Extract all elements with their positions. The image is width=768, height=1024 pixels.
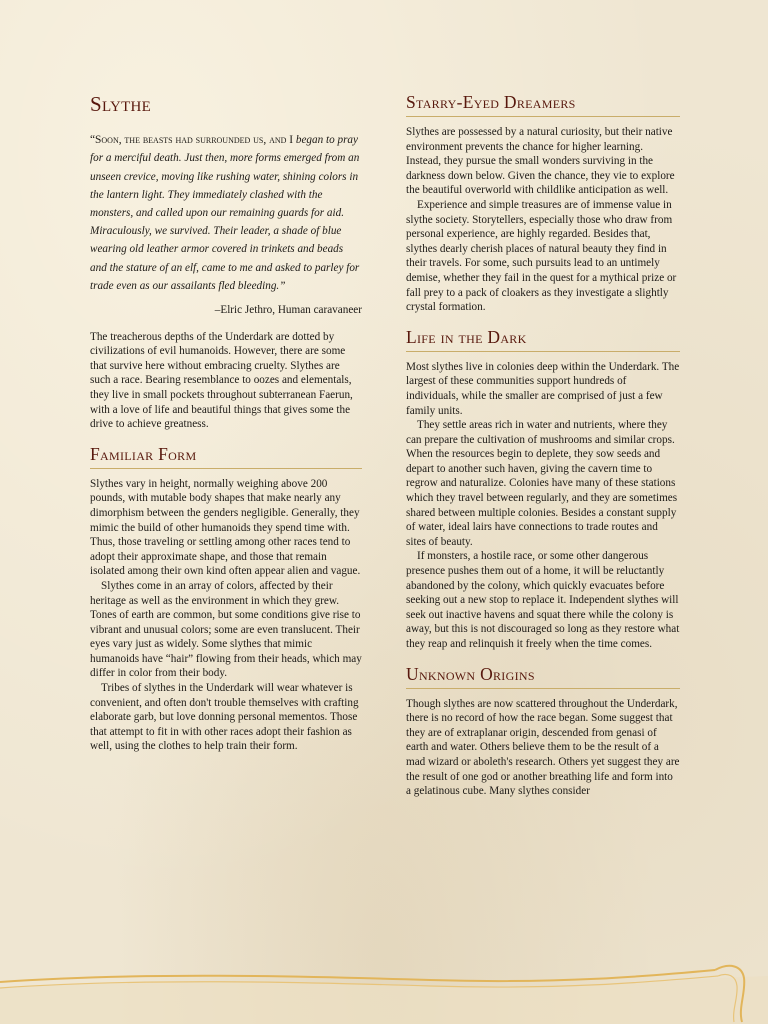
paragraph: Though slythes are now scattered throughout the Underdark, there is no record of how the race began. Some suggest that they are of extraplanar origin, descended from genasi of earth and water. Others believe them to be the result of a mad wizard or aboleth's research. Others yet suggest they are the result of one god or another breathing life and form into a gelatinous cube. Many slythes consider [406,697,680,798]
opening-quote [90,131,362,295]
footer-scroll-ornament [0,958,768,1024]
paragraph: If monsters, a hostile race, or some other dangerous presence pushes them out of a home, it will be reluctantly abandoned by the colony, which quickly evacuates before seeking out a new stop to replace it. Independent slythes will seek out inactive havens and squat there while the colony is away, but this is not discouraged so long as they restore what they reap and relinquish it freely when the time comes. [406,550,680,650]
paragraph: Experience and simple treasures are of immense value in slythe society. Storytellers, especially those who draw from personal experience, are highly regarded. Besides that, slythes dearly cherish places of natural beauty they find in their travels. For some, such pursuits lead to an untimely demise, whether they fail in the quest for a mythical prize or fall prey to a pack of cloakers as they investigate a slightly crystal formation. [406,198,677,314]
paragraph: Slythes vary in height, normally weighing above 200 pounds, with mutable body shapes that make nearly any dimorphism between the genders negligible. Generally, they mimic the build of other humanoids they spend time with. Thus, those traveling or settling among other races tend to adopt their approximate shape, and those that remain isolated among their own kind often appear alien and vague. [90,477,361,578]
left-column [90,92,362,766]
paragraph: They settle areas rich in water and nutrients, where they can prepare the cultivation of mushrooms and similar crops. When the resources begin to deplete, they sow seeds and depart to another such haven, giving the cavern time to regrow and naturalize. Colonies have many of these stations which they travel between regularly, and they are sometimes shared between multiple colonies. Besides a constant supply of water, ideal lairs have connections to trade routes and sites of beauty. [406,419,678,548]
paragraph: Tribes of slythes in the Underdark will wear whatever is convenient, and often don't trouble themselves with crafting elaborate garb, but love donning personal mementos. Those that attempt to fit in with other races adopt their fashion as well, using the clothes to help train their form. [90,682,359,753]
paragraph: Most slythes live in colonies deep within the Underdark. The largest of these communities support hundreds of individuals, while the smaller are comprised of just a few family units. [406,360,680,417]
footer-stroke-upper [0,970,715,982]
life-in-the-dark-heading: Life in the Dark [406,327,680,352]
starry-eyed-heading: Starry-Eyed Dreamers [406,92,680,117]
quote-lead: “Soon, the beasts had surrounded us, and I [90,134,294,147]
familiar-form-section [90,444,362,754]
familiar-form-heading: Familiar Form [90,444,362,469]
intro-section [90,330,362,432]
life-in-the-dark-section [406,327,680,652]
starry-eyed-section [406,92,680,315]
unknown-origins-heading: Unknown Origins [406,664,680,689]
page-title: Slythe [90,92,152,116]
unknown-origins-section [406,664,680,799]
quote-attribution: –Elric Jethro, Human caravaneer [214,304,362,317]
intro-paragraph: The treacherous depths of the Underdark are dotted by civilizations of evil humanoids. However, there are some that survive here without embracing cruelty. Slythes are such a race. Bearing resemblance to oozes and elementals, they live in small pockets throughout subterranean Faerun, with a love of life and beautiful things that gives some the drive to achieve greatness. [90,330,353,431]
paragraph: Slythes come in an array of colors, affected by their heritage as well as the environment in which they grew. Tones of earth are common, but some conditions give rise to vibrant and unusual colors; some are even translucent. Their eyes vary just as widely. Some slythes that mimic humanoids have “hair” flowing from their heads, which may differ in color from their body. [90,579,362,680]
right-column [406,92,680,811]
quote-body: began to pray for a merciful death. Just then, more forms emerged from an unseen crevice, moving like rushing water, shining colors in the lantern light. They immediately clashed with the monsters, and called upon our remaining guards for aid. Miraculously, we survived. Their leader, a shade of blue wearing old leather armor covered in trinkets and beads and the stature of an elf, came to me and asked to parley for trade even as our assailants fled bleeding.” [90,134,360,292]
paragraph: Slythes are possessed by a natural curiosity, but their native environment prevents the chance for higher learning. Instead, they pursue the small wonders surviving in the darkness down below. Given the chance, they vie to explore the beautiful overworld with childlike anticipation as well. [406,126,675,197]
